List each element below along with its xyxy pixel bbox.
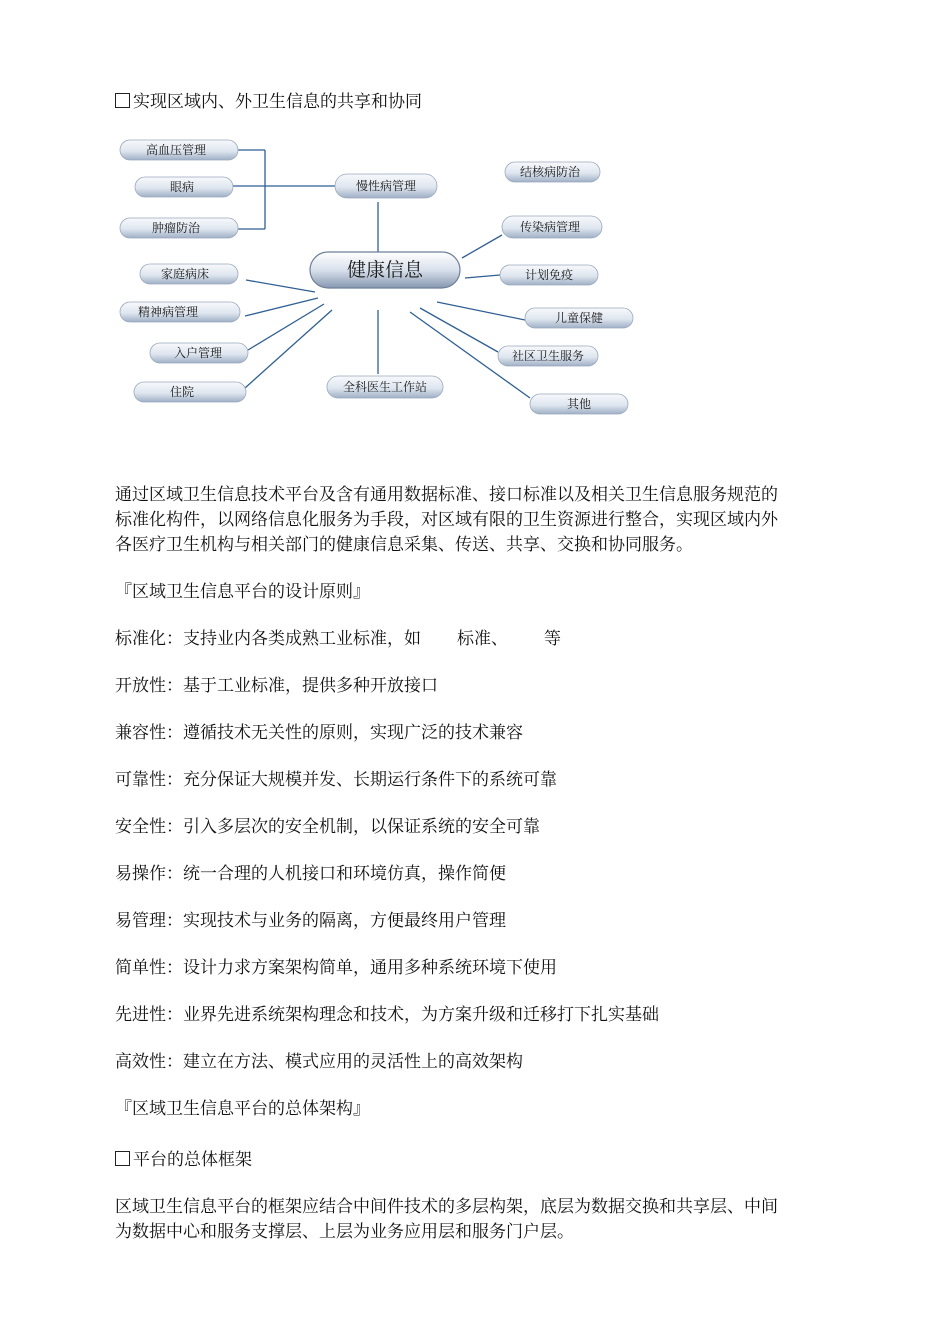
node-other	[530, 394, 628, 414]
node-home-visit	[150, 343, 248, 363]
health-info-diagram	[110, 130, 650, 420]
checkbox-bullet-icon	[115, 1151, 130, 1166]
node-eye-disease	[135, 177, 233, 197]
node-chronic-management	[335, 174, 437, 198]
svg-text:结核病防治: 结核病防治	[519, 165, 581, 179]
node-immunization	[500, 265, 598, 285]
svg-text:儿童保健: 儿童保健	[554, 311, 604, 325]
svg-text:家庭病床: 家庭病床	[160, 267, 210, 281]
svg-text:住院: 住院	[169, 385, 195, 399]
svg-text:高血压管理: 高血压管理	[145, 143, 207, 157]
node-gp-workstation	[327, 376, 443, 398]
svg-text:眼病: 眼病	[169, 180, 195, 194]
node-hypertension	[120, 140, 238, 160]
architecture-heading: 『区域卫生信息平台的总体架构』	[115, 1099, 370, 1119]
node-health-info-center	[310, 252, 460, 288]
principles-heading: 『区域卫生信息平台的设计原则』	[115, 582, 370, 602]
framework-paragraph: 区域卫生信息平台的框架应结合中间件技术的多层构架，底层为数据交换和共享层、中间 为数据中心和服务支撑层、上层为业务应用层和服务门户层。	[115, 1197, 778, 1242]
svg-text:全科医生工作站: 全科医生工作站	[342, 380, 428, 394]
node-hospitalization	[134, 382, 246, 402]
principle-manageability: 易管理：实现技术与业务的隔离，方便最终用户管理	[115, 911, 506, 931]
svg-text:慢性病管理: 慢性病管理	[355, 179, 417, 193]
svg-text:肿瘤防治: 肿瘤防治	[151, 221, 201, 235]
principle-compatibility: 兼容性：遵循技术无关性的原则，实现广泛的技术兼容	[115, 723, 523, 743]
svg-text:精神病管理: 精神病管理	[137, 305, 199, 319]
node-child-health	[525, 308, 633, 328]
node-community-health	[498, 346, 598, 366]
node-infectious-disease	[502, 216, 602, 238]
node-tumor-prevention	[120, 218, 238, 238]
principle-standardization: 标准化：支持业内各类成熟工业标准，如 标准、 等	[115, 629, 561, 649]
svg-text:计划免疫: 计划免疫	[524, 268, 574, 282]
svg-text:社区卫生服务: 社区卫生服务	[511, 349, 585, 363]
principle-simplicity: 简单性：设计力求方案架构简单，通用多种系统环境下使用	[115, 958, 557, 978]
svg-text:健康信息: 健康信息	[346, 259, 424, 281]
node-family-bed	[140, 264, 238, 284]
principle-openness: 开放性：基于工业标准，提供多种开放接口	[115, 676, 438, 696]
principle-security: 安全性：引入多层次的安全机制，以保证系统的安全可靠	[115, 817, 540, 837]
principle-efficiency: 高效性：建立在方法、模式应用的灵活性上的高效架构	[115, 1052, 523, 1072]
intro-paragraph: 通过区域卫生信息技术平台及含有通用数据标准、接口标准以及相关卫生信息服务规范的 标准化构件，以网络信息化服务为手段，对区域有限的卫生资源进行整合，实现区域内外 各医疗卫生机构与相关部门的健康信息采集、传送、共享、交换和协同服务。	[115, 485, 778, 555]
svg-text:其他: 其他	[566, 397, 592, 411]
principle-usability: 易操作：统一合理的人机接口和环境仿真，操作简便	[115, 864, 506, 884]
section-heading-sharing: 实现区域内、外卫生信息的共享和协同	[115, 90, 880, 115]
section-heading-framework: 平台的总体框架	[115, 1148, 880, 1173]
svg-text:传染病管理: 传染病管理	[519, 220, 581, 234]
node-tuberculosis	[505, 162, 600, 182]
principle-advancement: 先进性：业界先进系统架构理念和技术，为方案升级和迁移打下扎实基础	[115, 1005, 659, 1025]
svg-text:入户管理: 入户管理	[173, 346, 223, 360]
principle-reliability: 可靠性：充分保证大规模并发、长期运行条件下的系统可靠	[115, 770, 557, 790]
node-mental-illness	[120, 302, 240, 322]
checkbox-bullet-icon	[115, 93, 130, 108]
